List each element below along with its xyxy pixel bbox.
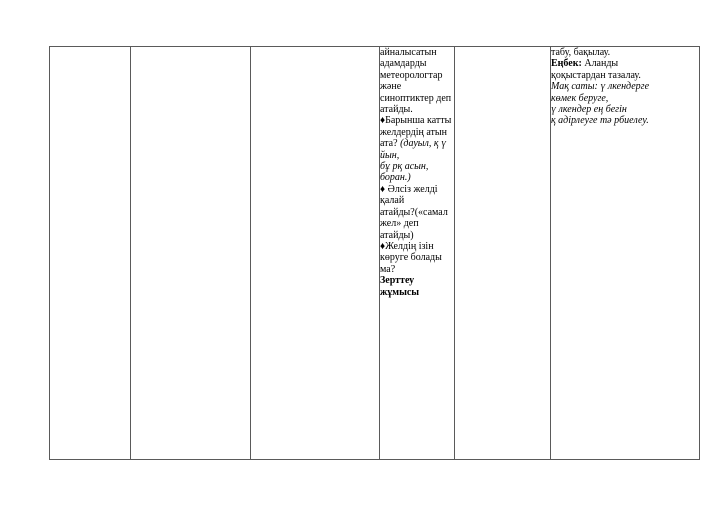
text-line: табу, бақылау. — [551, 47, 611, 58]
cell-4-text — [380, 47, 454, 298]
goal-line: қ адірлеуге тә рбиелеу. — [551, 115, 649, 127]
question-1: ♦Барынша катты — [380, 115, 452, 127]
table-cell-2 — [131, 47, 251, 460]
text-line: атайды. — [380, 104, 413, 116]
goal-line: көмек беруге, — [551, 92, 609, 104]
text-line: адамдарды — [380, 58, 427, 70]
research-heading: жұмысы — [380, 286, 420, 298]
question-3-line: ма? — [380, 263, 396, 275]
text-line: метеорологтар — [380, 69, 443, 81]
answer-1-italic: йын, — [380, 149, 400, 161]
table-row — [50, 47, 700, 460]
question-2-line: атайды) — [380, 229, 414, 241]
goal-line: Мақ саты: ү лкендерге — [551, 81, 650, 93]
question-2-line: қалай — [380, 195, 405, 207]
table-cell-3 — [251, 47, 380, 460]
answer-1-italic: (дауыл, қ ү — [400, 138, 447, 150]
question-1-line: желдердің атын — [380, 126, 447, 138]
question-2-line: жел» деп — [380, 218, 419, 230]
cell-6-text — [551, 47, 699, 127]
lesson-plan-table — [49, 46, 700, 460]
question-3: ♦Желдің ізін — [380, 240, 434, 252]
goal-line: ү лкендер ең бегін — [551, 104, 627, 116]
text-line: қоқыстардан тазалау. — [551, 69, 641, 81]
labor-text: Аланды — [581, 58, 619, 70]
question-2: ♦ Әлсіз желді — [380, 183, 438, 195]
table-cell-4 — [380, 47, 455, 460]
question-2-line: атайды?(«самал — [380, 206, 448, 218]
table-cell-1 — [50, 47, 131, 460]
text-line: синоптиктер деп — [380, 92, 452, 104]
answer-1-italic: бұ рқ асын, — [380, 161, 429, 173]
labor-line — [551, 58, 699, 69]
table-cell-5 — [455, 47, 551, 460]
answer-1-italic: боран.) — [380, 172, 411, 184]
text-line: айналысатын — [380, 47, 437, 58]
research-heading: Зерттеу — [380, 275, 415, 287]
table-cell-6 — [551, 47, 700, 460]
question-3-line: көруге болады — [380, 252, 442, 264]
text-line: және — [380, 81, 402, 93]
question-1-text: ата? — [380, 138, 398, 150]
question-1-line — [380, 138, 454, 149]
labor-label: Еңбек: — [551, 58, 582, 70]
